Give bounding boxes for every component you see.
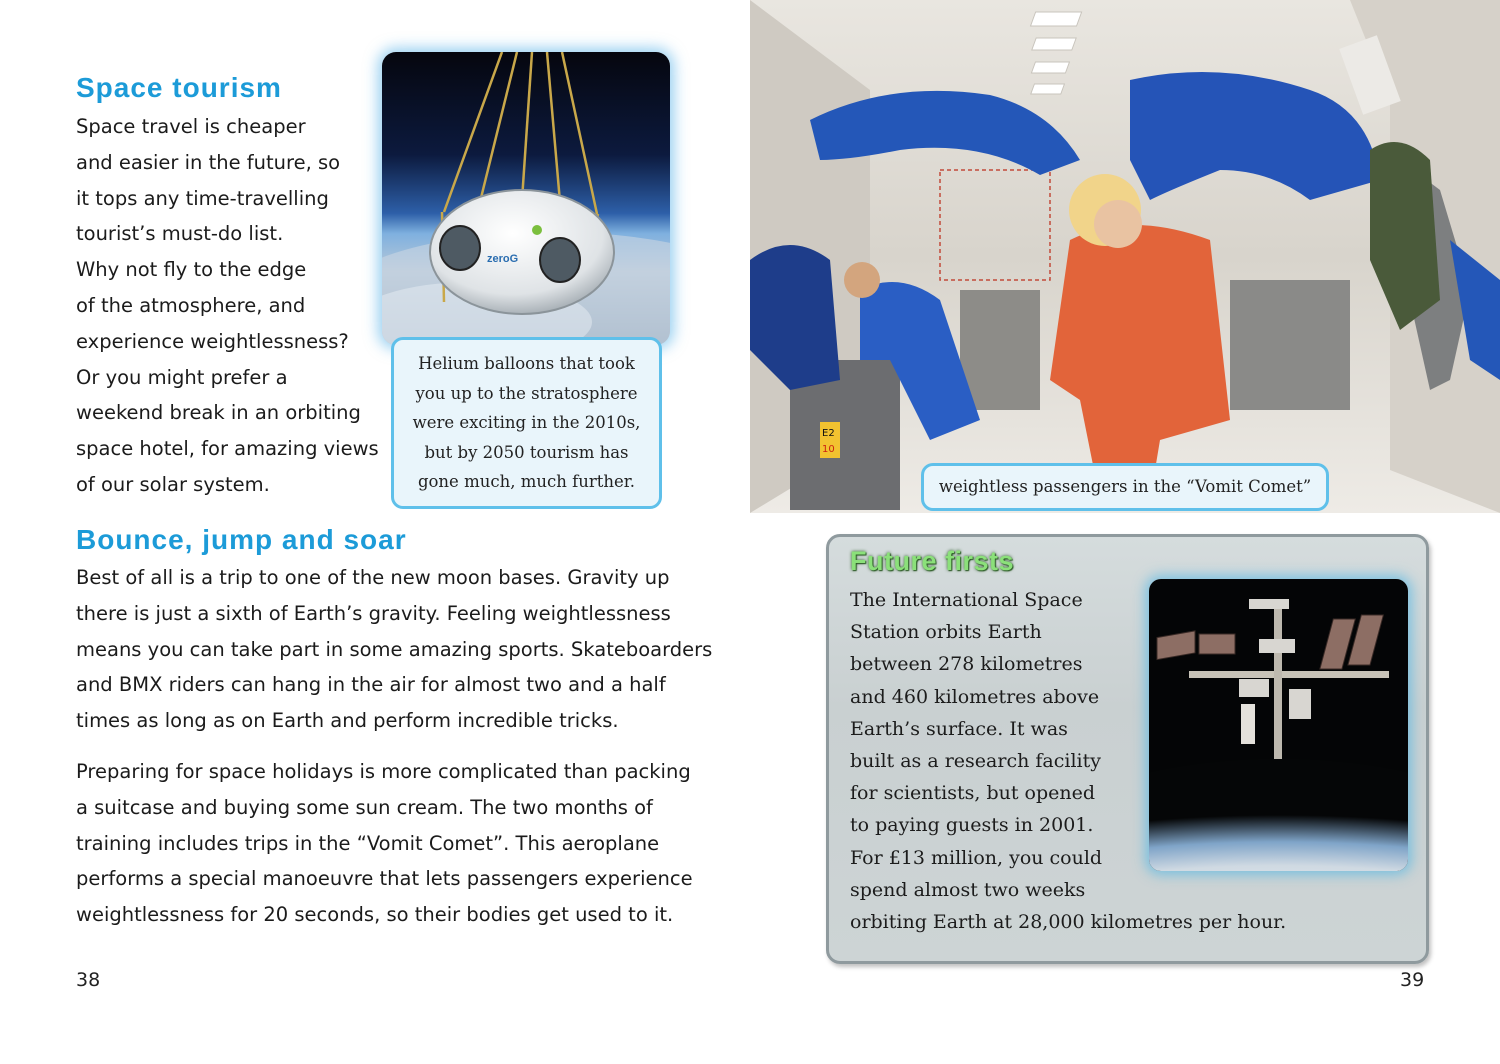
moon-sports-paragraph [76,560,712,739]
heading-bounce-jump-soar: Bounce, jump and soar [76,524,407,555]
text-line: Why not fly to the edge [76,258,307,282]
caption-line: you up to the stratosphere [415,383,638,403]
text-line: Space travel is cheaper [76,115,306,138]
page-number-right: 39 [1400,969,1425,991]
text-line: built as a research facility [850,750,1101,773]
text-line: For £13 million, you could [850,846,1103,869]
equipment-label-10: 10 [822,444,835,455]
text-line: Or you might prefer a [76,365,288,389]
text-line: for scientists, but opened [850,782,1096,805]
space-holiday-training-paragraph [76,754,693,933]
caption-line: Helium balloons that took [418,354,635,373]
vomit-comet-photo [750,0,1500,513]
text-line: between 278 kilometres [850,653,1083,676]
space-tourism-paragraph [76,109,379,503]
text-line: to paying guests in 2001. [850,814,1094,837]
caption-line: but by 2050 tourism has [424,442,629,462]
text-line: training includes trips in the “Vomit Comet”. This aeroplane [76,831,660,855]
text-line: of our solar system. [76,472,270,496]
text-line: and BMX riders can hang in the air for almost two and a half [76,673,666,697]
text-line: tourist’s must-do list. [76,222,284,246]
text-line: Earth’s surface. It was [850,717,1068,740]
text-line: weightlessness for 20 seconds, so their bodies get used to it. [76,903,674,927]
text-line: orbiting Earth at 28,000 kilometres per hour. [850,911,1287,934]
iss-photo [1149,579,1408,871]
caption-line: were exciting in the 2010s, [412,413,641,432]
text-line: performs a special manoeuvre that lets passengers experience [76,867,693,891]
text-line: times as long as on Earth and perform incredible tricks. [76,709,619,733]
text-line: and easier in the future, so [76,150,341,174]
caption-line: gone much, much further. [417,472,636,491]
text-line: weekend break in an orbiting [76,401,361,425]
helium-balloon-photo [382,52,670,345]
text-line: Best of all is a trip to one of the new moon bases. Gravity up [76,566,670,589]
heading-space-tourism: Space tourism [76,72,282,103]
text-line: spend almost two weeks [850,878,1086,901]
text-line: Preparing for space holidays is more complicated than packing [76,760,691,783]
future-firsts-title: Future firsts [850,546,1015,576]
text-line: experience weightlessness? [76,329,349,353]
balloon-logo: zeroG [487,253,519,265]
text-line: The International Space [850,589,1083,611]
text-line: it tops any time-travelling [76,186,329,210]
equipment-label-e2: E2 [822,428,835,439]
text-line: space hotel, for amazing views [76,437,379,461]
text-line: there is just a sixth of Earth’s gravity. Feeling weightlessness [76,601,671,625]
text-line: means you can take part in some amazing sports. Skateboarders [76,637,713,661]
text-line: of the atmosphere, and [76,293,306,317]
text-line: Station orbits Earth [850,621,1042,644]
text-line: a suitcase and buying some sun cream. The two months of [76,795,653,819]
vomit-comet-caption: weightless passengers in the “Vomit Comet” [921,463,1329,511]
page-number-left: 38 [76,969,101,991]
text-line: and 460 kilometres above [850,685,1100,708]
helium-balloon-caption [391,337,662,509]
